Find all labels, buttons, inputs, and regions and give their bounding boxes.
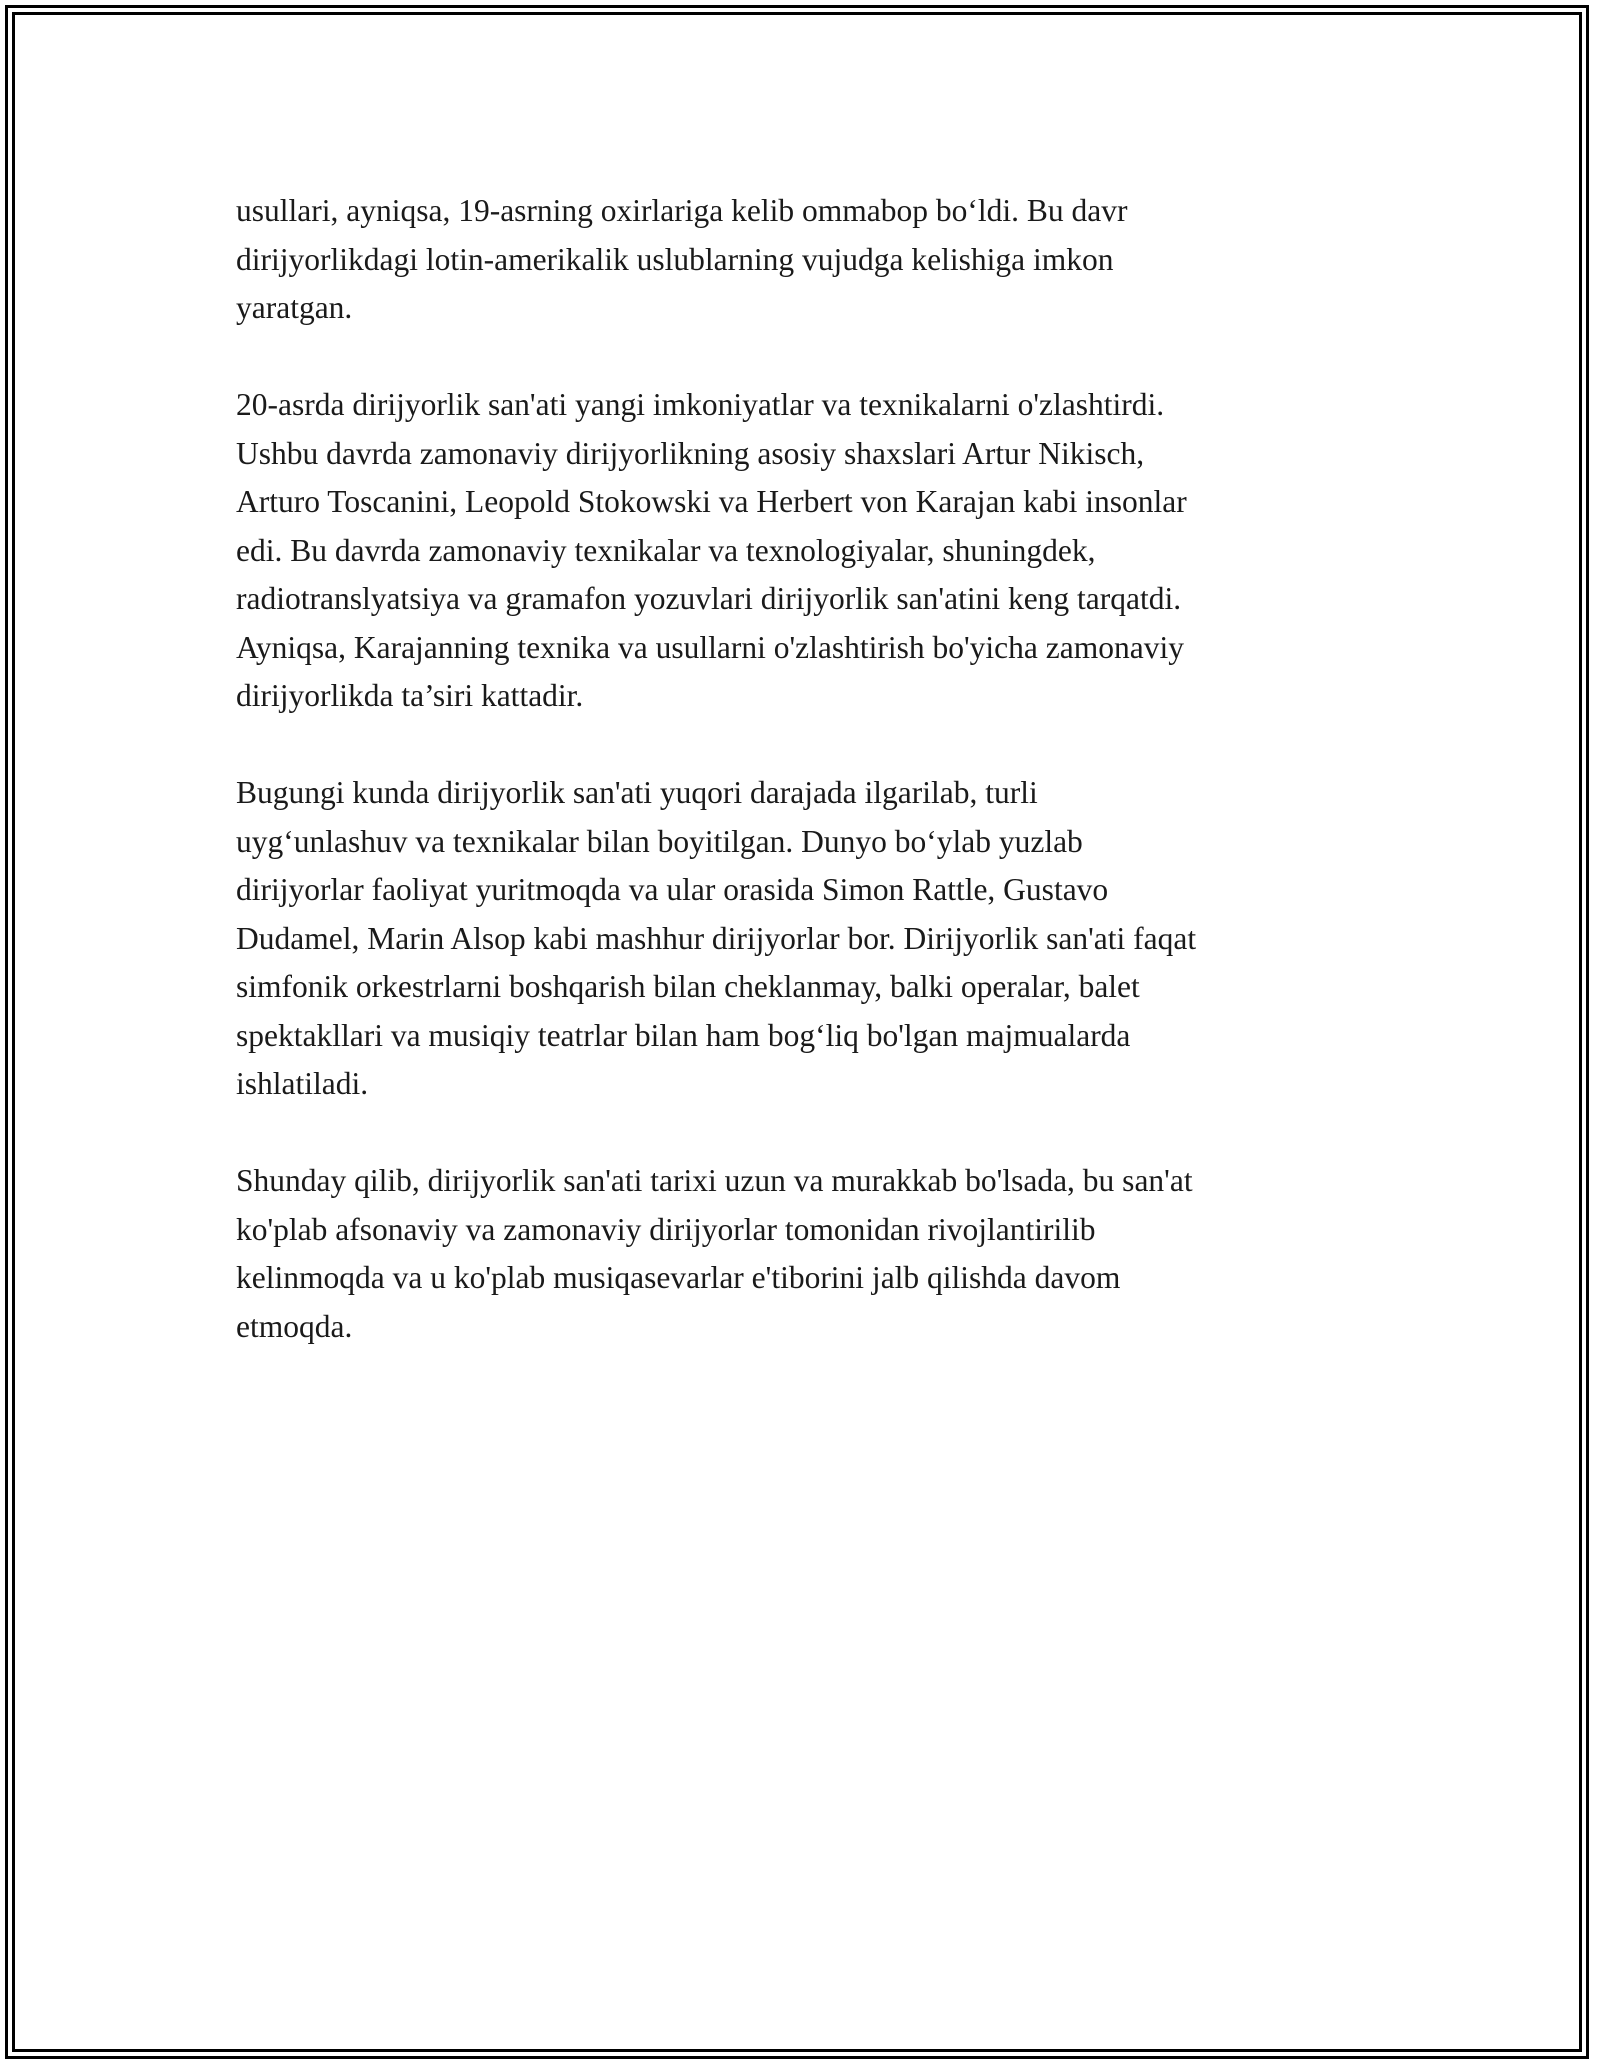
text-line: ishlatiladi. — [236, 1066, 369, 1101]
text-line: uyg‘unlashuv va texnikalar bilan boyitilgan. Dunyo bo‘ylab yuzlab — [236, 823, 1083, 859]
paragraph-1 — [236, 187, 1366, 333]
document-body — [236, 187, 1366, 1400]
text-line: dirijyorlar faoliyat yuritmoqda va ular orasida Simon Rattle, Gustavo — [236, 872, 1109, 907]
text-line: Ushbu davrda zamonaviy dirijyorlikning asosiy shaxslari Artur Nikisch, — [236, 435, 1145, 471]
text-line: ko'plab afsonaviy va zamonaviy dirijyorlar tomonidan rivojlantirilib — [236, 1211, 1096, 1247]
text-line: usullari, ayniqsa, 19-asrning oxirlariga kelib ommabop bo‘ldi. Bu davr — [236, 193, 1128, 228]
text-line: simfonik orkestrlarni boshqarish bilan cheklanmay, balki operalar, balet — [236, 969, 1140, 1004]
text-line: kelinmoqda va u ko'plab musiqasevarlar e'tiborini jalb qilishda davom — [236, 1260, 1121, 1295]
text-line: yaratgan. — [236, 290, 353, 325]
text-line: edi. Bu davrda zamonaviy texnikalar va texnologiyalar, shuningdek, — [236, 532, 1096, 568]
text-line: 20-asrda dirijyorlik san'ati yangi imkoniyatlar va texnikalarni o'zlashtirdi. — [236, 387, 1165, 422]
text-line: dirijyorlikda ta’siri kattadir. — [236, 678, 584, 713]
text-line: Shunday qilib, dirijyorlik san'ati tarixi uzun va murakkab bo'lsada, bu san'at — [236, 1163, 1193, 1198]
text-line: Bugungi kunda dirijyorlik san'ati yuqori darajada ilgarilab, turli — [236, 775, 1038, 810]
text-line: etmoqda. — [236, 1308, 353, 1344]
text-line: dirijyorlikdagi lotin-amerikalik uslublarning vujudga kelishiga imkon — [236, 241, 1114, 277]
text-line: spektakllari va musiqiy teatrlar bilan ham bog‘liq bo'lgan majmualarda — [236, 1017, 1131, 1053]
text-line: Dudamel, Marin Alsop kabi mashhur dirijyorlar bor. Dirijyorlik san'ati faqat — [236, 920, 1197, 956]
text-line: Arturo Toscanini, Leopold Stokowski va Herbert von Karajan kabi insonlar — [236, 484, 1187, 519]
text-line: radiotranslyatsiya va gramafon yozuvlari dirijyorlik san'atini keng tarqatdi. — [236, 581, 1182, 616]
paragraph-3 — [236, 769, 1366, 1109]
text-line: Ayniqsa, Karajanning texnika va usullarni o'zlashtirish bo'yicha zamonaviy — [236, 629, 1184, 665]
paragraph-4 — [236, 1157, 1366, 1351]
paragraph-2 — [236, 381, 1366, 721]
